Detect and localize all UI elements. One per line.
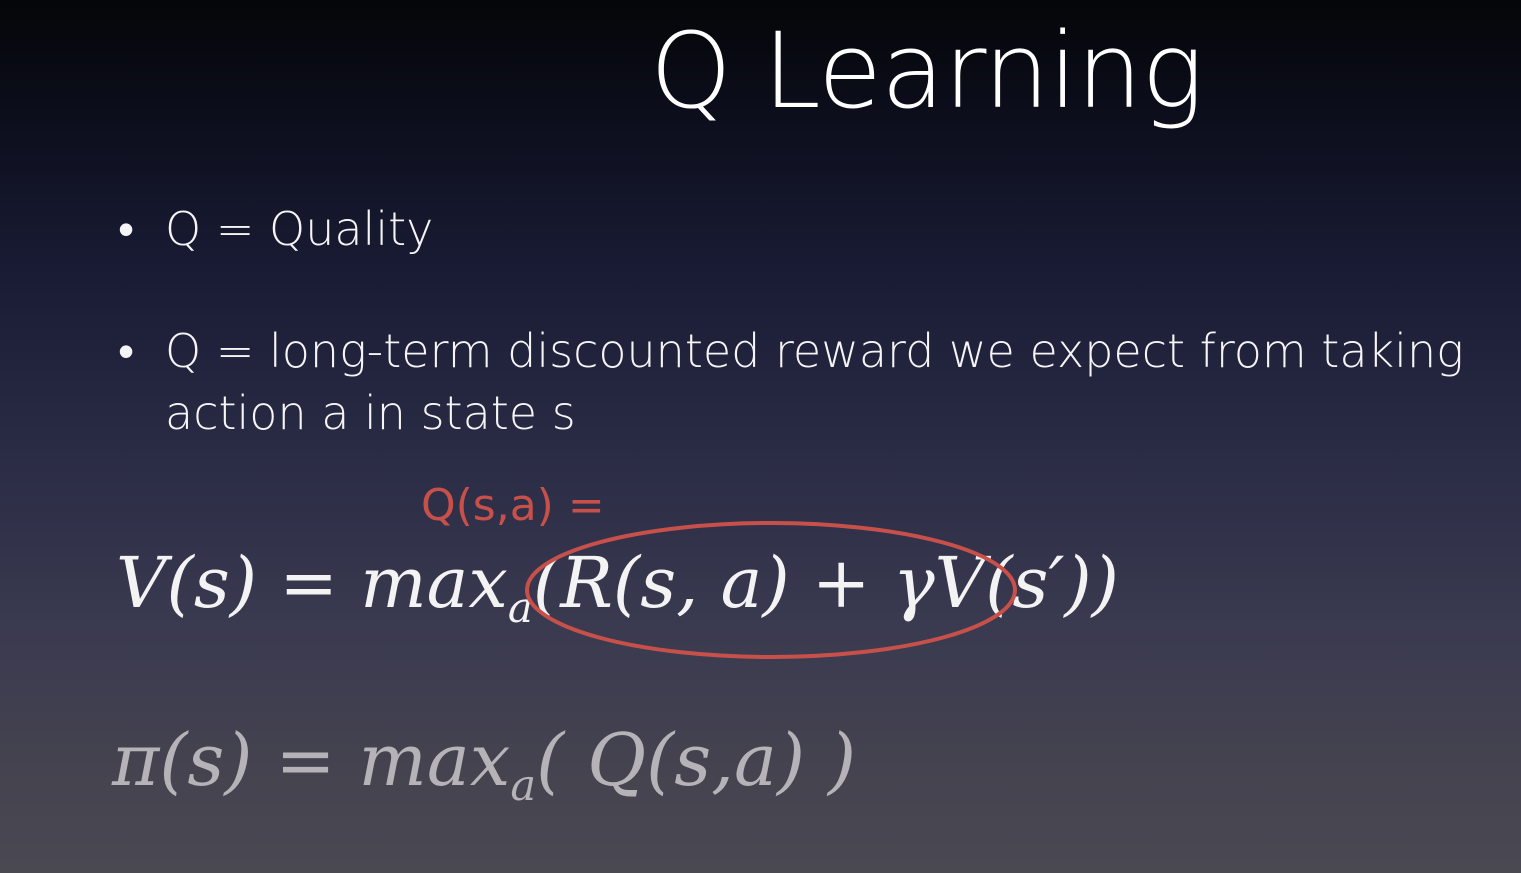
bullet-text: Q = long-term discounted reward we expect from taking action a in state s: [165, 324, 1464, 440]
policy-equation-subscript: a: [510, 761, 537, 812]
bullet-dot-icon: •: [118, 324, 135, 378]
value-equation-rhs: (R(s, a) + γV(s′)): [532, 542, 1119, 624]
q-annotation: Q(s,a) =: [421, 480, 605, 531]
policy-equation-rhs: ( Q(s,a) ): [536, 718, 857, 802]
annotation-ellipse-icon: [521, 518, 1021, 663]
bullet-item: [118, 320, 1485, 444]
policy-equation-lhs: π(s) = max: [112, 718, 511, 802]
bullet-item: [118, 198, 1485, 260]
policy-equation: [112, 718, 857, 812]
slide-title: Q Learning: [650, 10, 1203, 132]
value-equation-lhs: V(s) = max: [116, 542, 508, 624]
bullet-dot-icon: •: [118, 202, 135, 256]
bullet-text: Q = Quality: [165, 202, 434, 256]
value-equation-subscript: a: [507, 582, 533, 632]
